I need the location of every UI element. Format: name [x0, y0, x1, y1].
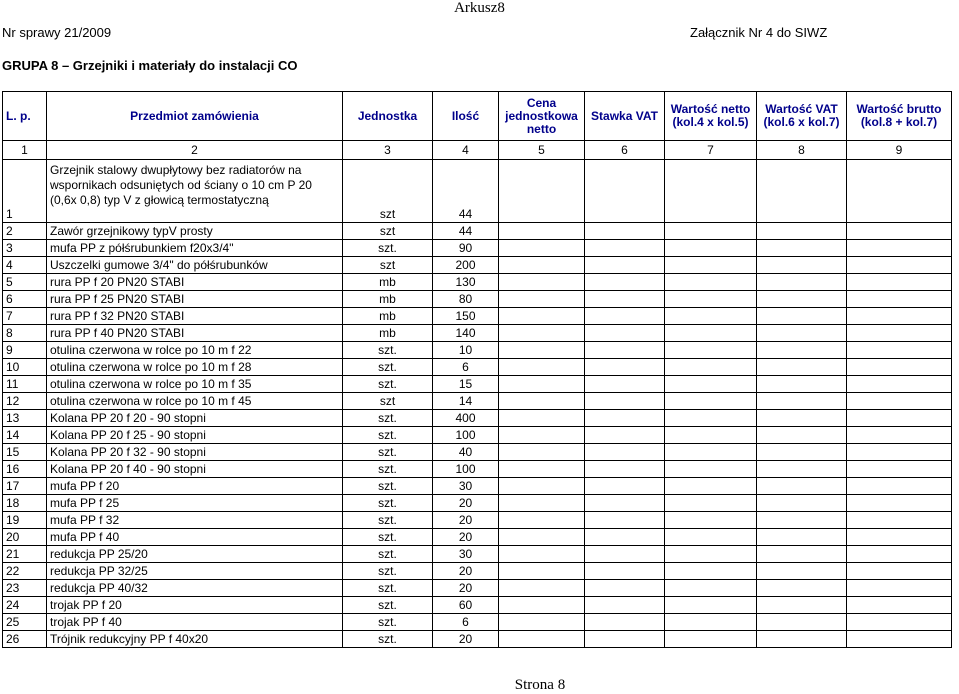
row-lp: 1 [3, 160, 47, 223]
row-unit: mb [343, 325, 433, 342]
row-unit: szt. [343, 240, 433, 257]
table-row [3, 631, 952, 648]
row-qty: 40 [433, 444, 499, 461]
order-table [2, 91, 952, 648]
table-row [3, 478, 952, 495]
row-unit: mb [343, 308, 433, 325]
group-title: GRUPA 8 – Grzejniki i materiały do instalacji CO [2, 58, 298, 73]
row-lp: 9 [3, 342, 47, 359]
row-unit: mb [343, 291, 433, 308]
row-qty: 20 [433, 580, 499, 597]
row-unit: szt [343, 223, 433, 240]
row-lp: 24 [3, 597, 47, 614]
row-item: Trójnik redukcyjny PP f 40x20 [47, 631, 343, 648]
row-qty: 400 [433, 410, 499, 427]
col-number: 7 [665, 141, 757, 160]
row-item: otulina czerwona w rolce po 10 m f 22 [47, 342, 343, 359]
table-row [3, 257, 952, 274]
col-item: Przedmiot zamówienia [47, 92, 343, 141]
row-lp: 8 [3, 325, 47, 342]
row-qty: 15 [433, 376, 499, 393]
row-lp: 15 [3, 444, 47, 461]
row-unit: szt. [343, 342, 433, 359]
row-qty: 140 [433, 325, 499, 342]
row-unit: szt. [343, 359, 433, 376]
row-vat-rate [585, 160, 665, 223]
table-row [3, 512, 952, 529]
row-item: trojak PP f 40 [47, 614, 343, 631]
table-row [3, 240, 952, 257]
row-item: redukcja PP 32/25 [47, 563, 343, 580]
row-item: redukcja PP 25/20 [47, 546, 343, 563]
row-lp: 26 [3, 631, 47, 648]
row-qty: 30 [433, 478, 499, 495]
row-item: otulina czerwona w rolce po 10 m f 28 [47, 359, 343, 376]
row-qty: 80 [433, 291, 499, 308]
row-lp: 7 [3, 308, 47, 325]
row-qty: 20 [433, 631, 499, 648]
row-qty: 100 [433, 461, 499, 478]
row-lp: 13 [3, 410, 47, 427]
row-unit: szt [343, 393, 433, 410]
row-unit: szt. [343, 478, 433, 495]
table-row [3, 376, 952, 393]
page-footer: Strona 8 [514, 677, 566, 693]
row-unit: szt. [343, 461, 433, 478]
table-row [3, 563, 952, 580]
table-row [3, 614, 952, 631]
row-unit: szt [343, 160, 433, 223]
table-row [3, 342, 952, 359]
row-unit: szt [343, 257, 433, 274]
row-unit: mb [343, 274, 433, 291]
row-item: Grzejnik stalowy dwupłytowy bez radiatorów na wspornikach odsuniętych od ściany o 10 cm P 20 (0,6x 0,8) typ V z głowicą termostatyczną [47, 160, 343, 223]
row-unit: szt. [343, 376, 433, 393]
row-qty: 44 [433, 160, 499, 223]
row-unit: szt. [343, 529, 433, 546]
row-item: mufa PP f 25 [47, 495, 343, 512]
row-lp: 12 [3, 393, 47, 410]
row-unit: szt. [343, 614, 433, 631]
case-number: Nr sprawy 21/2009 [2, 25, 112, 40]
row-qty: 90 [433, 240, 499, 257]
col-vat-value: Wartość VAT (kol.6 x kol.7) [757, 92, 847, 141]
col-vat-rate: Stawka VAT [585, 92, 665, 141]
col-unit: Jednostka [343, 92, 433, 141]
col-number: 3 [343, 141, 433, 160]
row-item: Kolana PP 20 f 20 - 90 stopni [47, 410, 343, 427]
row-item: mufa PP z półśrubunkiem f20x3/4" [47, 240, 343, 257]
row-item: trojak PP f 20 [47, 597, 343, 614]
table-row [3, 580, 952, 597]
row-qty: 150 [433, 308, 499, 325]
row-qty: 20 [433, 512, 499, 529]
col-number: 4 [433, 141, 499, 160]
col-net-value: Wartość netto (kol.4 x kol.5) [665, 92, 757, 141]
table-row [3, 529, 952, 546]
col-lp: L. p. [3, 92, 47, 141]
col-gross-value: Wartość brutto (kol.8 + kol.7) [847, 92, 952, 141]
column-number-row [3, 141, 952, 160]
row-item: rura PP f 25 PN20 STABI [47, 291, 343, 308]
row-lp: 4 [3, 257, 47, 274]
row-unit: szt. [343, 631, 433, 648]
row-unit: szt. [343, 512, 433, 529]
row-item: Kolana PP 20 f 32 - 90 stopni [47, 444, 343, 461]
row-net-value [665, 160, 757, 223]
row-lp: 14 [3, 427, 47, 444]
table-row [3, 444, 952, 461]
table-row [3, 495, 952, 512]
row-item: Kolana PP 20 f 25 - 90 stopni [47, 427, 343, 444]
row-item: rura PP f 20 PN20 STABI [47, 274, 343, 291]
row-lp: 20 [3, 529, 47, 546]
row-lp: 22 [3, 563, 47, 580]
row-lp: 3 [3, 240, 47, 257]
row-unit: szt. [343, 427, 433, 444]
row-qty: 100 [433, 427, 499, 444]
col-qty: Ilość [433, 92, 499, 141]
row-qty: 14 [433, 393, 499, 410]
table-row [3, 291, 952, 308]
col-number: 5 [499, 141, 585, 160]
row-vat-value [757, 160, 847, 223]
table-row [3, 308, 952, 325]
row-lp: 25 [3, 614, 47, 631]
row-item: mufa PP f 20 [47, 478, 343, 495]
row-qty: 200 [433, 257, 499, 274]
row-qty: 6 [433, 359, 499, 376]
col-price: Cena jednostkowa netto [499, 92, 585, 141]
row-item: otulina czerwona w rolce po 10 m f 35 [47, 376, 343, 393]
col-number: 8 [757, 141, 847, 160]
header-row [3, 92, 952, 141]
table-row [3, 274, 952, 291]
row-unit: szt. [343, 580, 433, 597]
table-row [3, 393, 952, 410]
row-lp: 19 [3, 512, 47, 529]
row-lp: 5 [3, 274, 47, 291]
col-number: 1 [3, 141, 47, 160]
col-number: 6 [585, 141, 665, 160]
row-qty: 20 [433, 495, 499, 512]
row-gross-value [847, 160, 952, 223]
table-row [3, 160, 952, 223]
table-row [3, 427, 952, 444]
row-item: mufa PP f 40 [47, 529, 343, 546]
table-row [3, 359, 952, 376]
row-qty: 44 [433, 223, 499, 240]
row-item: otulina czerwona w rolce po 10 m f 45 [47, 393, 343, 410]
attachment-label: Załącznik Nr 4 do SIWZ [690, 25, 828, 40]
col-number: 9 [847, 141, 952, 160]
row-item: Kolana PP 20 f 40 - 90 stopni [47, 461, 343, 478]
row-lp: 2 [3, 223, 47, 240]
row-lp: 6 [3, 291, 47, 308]
row-item: Zawór grzejnikowy typV prosty [47, 223, 343, 240]
row-qty: 30 [433, 546, 499, 563]
row-lp: 10 [3, 359, 47, 376]
table-row [3, 461, 952, 478]
row-lp: 23 [3, 580, 47, 597]
row-lp: 18 [3, 495, 47, 512]
row-qty: 60 [433, 597, 499, 614]
sheet-title: Arkusz8 [454, 0, 505, 16]
table-row [3, 597, 952, 614]
row-qty: 6 [433, 614, 499, 631]
col-number: 2 [47, 141, 343, 160]
row-lp: 17 [3, 478, 47, 495]
row-lp: 16 [3, 461, 47, 478]
row-unit: szt. [343, 546, 433, 563]
row-qty: 130 [433, 274, 499, 291]
row-qty: 10 [433, 342, 499, 359]
row-unit: szt. [343, 444, 433, 461]
table-row [3, 325, 952, 342]
row-item: rura PP f 32 PN20 STABI [47, 308, 343, 325]
row-item: redukcja PP 40/32 [47, 580, 343, 597]
row-item: mufa PP f 32 [47, 512, 343, 529]
table-row [3, 223, 952, 240]
row-lp: 21 [3, 546, 47, 563]
row-unit: szt. [343, 597, 433, 614]
row-unit: szt. [343, 495, 433, 512]
table-row [3, 546, 952, 563]
table-row [3, 410, 952, 427]
row-unit: szt. [343, 563, 433, 580]
row-item: rura PP f 40 PN20 STABI [47, 325, 343, 342]
row-qty: 20 [433, 529, 499, 546]
row-lp: 11 [3, 376, 47, 393]
row-item: Uszczelki gumowe 3/4" do półśrubunków [47, 257, 343, 274]
row-qty: 20 [433, 563, 499, 580]
row-price [499, 160, 585, 223]
row-unit: szt. [343, 410, 433, 427]
